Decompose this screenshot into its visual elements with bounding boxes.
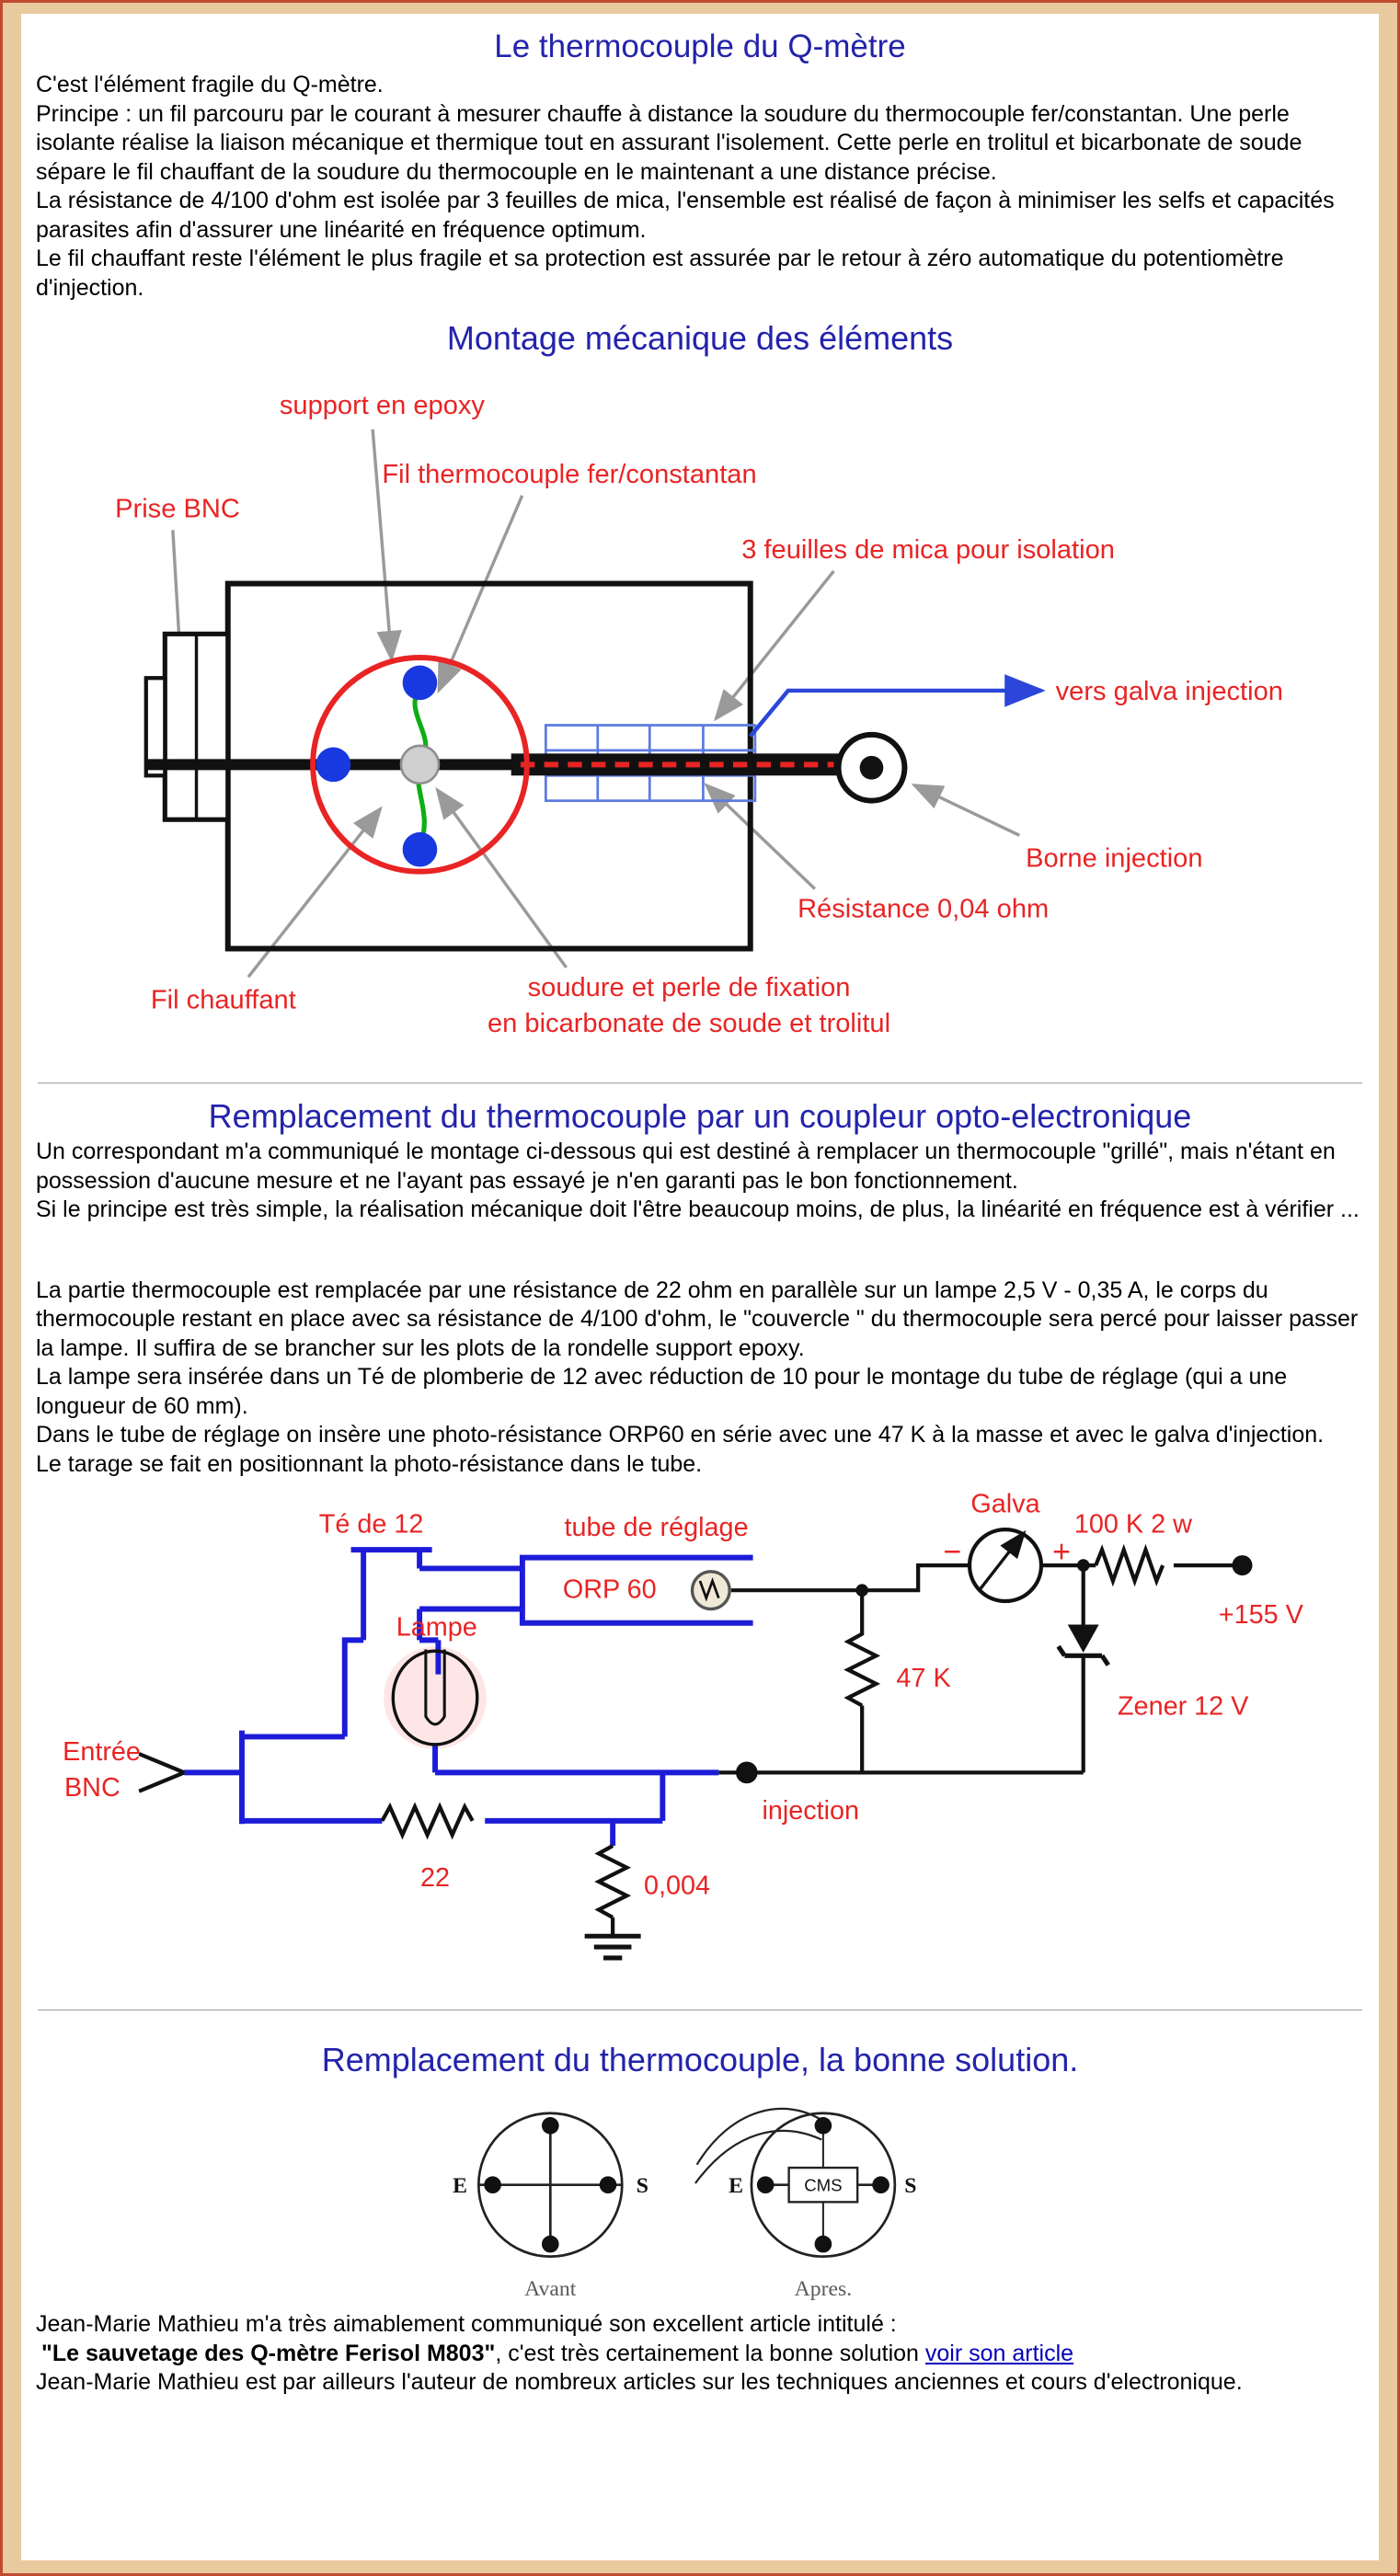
label-resistance: Résistance 0,04 ohm: [798, 894, 1050, 924]
intro-paragraph-1: C'est l'élément fragile du Q-mètre.: [36, 72, 384, 97]
label-injection: injection: [762, 1796, 860, 1826]
label-avant-s: S: [636, 2174, 648, 2199]
pointer-fil-chauffant: [248, 808, 381, 977]
opto-paragraph-2: Si le principe est très simple, la réalisation mécanique doit l'être beaucoup moins, de plus, la linéarité en fréquence est à vérifier ...: [36, 1196, 1360, 1222]
opto-paragraph-5: Dans le tube de réglage on insère une photo-résistance ORP60 en série avec une 47 K à la masse et avec le galva d'injection.: [36, 1422, 1325, 1448]
label-47k: 47 K: [896, 1664, 951, 1694]
injection-dot: [736, 1762, 758, 1784]
junction-dot-zener: [1077, 1559, 1090, 1572]
label-mica: 3 feuilles de mica pour isolation: [741, 535, 1115, 566]
section-heading-montage: Montage mécanique des éléments: [446, 319, 954, 357]
section-heading-opto: Remplacement du thermocouple par un coupleur opto-electronique: [208, 1097, 1192, 1135]
galva-meter: [970, 1529, 1041, 1601]
label-minus: −: [943, 1534, 962, 1570]
fixation-bead: [401, 746, 439, 784]
pointer-soudure: [437, 790, 566, 967]
bnc-connector: [146, 634, 228, 819]
voir-son-article-link[interactable]: voir son article: [924, 2340, 1074, 2366]
label-apres-e: E: [729, 2174, 743, 2199]
outro-line-3: Jean-Marie Mathieu est par ailleurs l'auteur de nombreux articles sur les techniques anciennes et cours d'electronique.: [36, 2369, 1243, 2395]
ground-symbol: [585, 1936, 641, 1958]
label-fil-chauffant: Fil chauffant: [150, 985, 296, 1015]
lamp-glow: [384, 1646, 487, 1749]
solution-diagram: [36, 2096, 1364, 2307]
label-soudure-line1: soudure et perle de fixation: [527, 972, 851, 1002]
resistor-0004: [599, 1846, 626, 1936]
zener-triangle: [1068, 1624, 1099, 1652]
opto-paragraph-6: Le tarage se fait en positionnant la photo-résistance dans le tube.: [36, 1450, 703, 1477]
label-100k: 100 K 2 w: [1073, 1509, 1192, 1540]
bnc-entry-fork: [139, 1754, 184, 1792]
te-branch: [419, 1568, 522, 1609]
intro-paragraph-2: Principe : un fil parcouru par le courant à mesurer chauffe à distance la soudure du thermocouple fer/constantan. Une perle isolante réalise la liaison mécanique et thermique tout en assurant l'isolement. Cette perle en trolitul et bicarbonate de soude sépare le fil chauffant de la soudure du thermocouple en le maintenant a une distance précise.: [36, 100, 1302, 185]
resistor-47k: [848, 1590, 876, 1772]
label-bnc: BNC: [63, 1772, 120, 1803]
apres-diagram: [695, 2109, 895, 2257]
label-support-epoxy: support en epoxy: [279, 390, 485, 420]
intro-paragraph-3: La résistance de 4/100 d'ohm est isolée par 3 feuilles de mica, l'ensemble est réalisé de façon à minimiser les selfs et capacités parasites afin d'assurer une linéarité en fréquence optimum.: [36, 188, 1335, 243]
label-fil-thermocouple: Fil thermocouple fer/constantan: [382, 460, 757, 490]
label-0004: 0,004: [644, 1871, 711, 1901]
pointer-mica: [716, 571, 833, 719]
label-prise-bnc: Prise BNC: [115, 494, 240, 524]
supply-dot: [1232, 1555, 1252, 1575]
label-orp60: ORP 60: [562, 1574, 657, 1605]
opto-paragraph-1: Un correspondant m'a communiqué le montage ci-dessous qui est destiné à remplacer un thermocouple "grillé", mais n'étant en possession d'aucune mesure et ne l'ayant pas essayé je n'en garanti pas le bon fonctionnement.: [36, 1139, 1336, 1194]
outro-line-1: Jean-Marie Mathieu m'a très aimablement communiqué son excellent article intitulé :: [36, 2311, 897, 2337]
mechanical-diagram: [47, 363, 1353, 1071]
resistor-22: [382, 1807, 472, 1835]
orp-lead: [731, 1565, 970, 1590]
label-plus: +: [1052, 1534, 1071, 1570]
photoresistor-body: [693, 1572, 730, 1609]
section-heading-solution: Remplacement du thermocouple, la bonne solution.: [321, 2041, 1079, 2078]
label-zener: Zener 12 V: [1117, 1691, 1249, 1722]
avant-diagram: [478, 2113, 622, 2257]
outro-line-2-rest: , c'est très certainement la bonne solution: [495, 2340, 925, 2366]
opto-paragraph-4: La lampe sera insérée dans un Té de plomberie de 12 avec réduction de 10 pour le montage du tube de réglage (qui a une longueur de 60 mm).: [36, 1364, 1288, 1419]
label-apres-s: S: [904, 2174, 917, 2199]
label-155v: +155 V: [1218, 1599, 1303, 1630]
label-avant-e: E: [453, 2174, 467, 2199]
page-title: Le thermocouple du Q-mètre: [494, 29, 906, 64]
label-soudure-line2: en bicarbonate de soude et trolitul: [487, 1009, 891, 1039]
section-divider-1: [38, 1082, 1362, 1084]
bottom-rail: [242, 1772, 662, 1821]
intro-paragraph-4: Le fil chauffant reste l'élément le plus fragile et sa protection est assurée par le retour à zéro automatique du potentiomètre d'injection.: [36, 246, 1284, 301]
injection-terminal-dot: [860, 756, 884, 780]
resistor-100k: [1096, 1550, 1233, 1581]
article-title-bold: "Le sauvetage des Q-mètre Ferisol M803": [41, 2340, 496, 2366]
opto-schematic-diagram: [36, 1484, 1364, 1998]
label-tube-reglage: tube de réglage: [564, 1512, 749, 1542]
pointer-borne-injection: [914, 785, 1020, 836]
section-divider-2: [38, 2009, 1362, 2011]
page-content: [21, 14, 1379, 2560]
label-cms: CMS: [804, 2175, 843, 2195]
junction-dot-orp: [855, 1584, 868, 1597]
label-galva: Galva: [970, 1489, 1040, 1519]
label-entree: Entrée: [63, 1736, 141, 1767]
outro-line-2: [36, 2340, 1364, 2369]
label-vers-galva: vers galva injection: [1055, 677, 1283, 707]
caption-apres: Apres.: [794, 2277, 853, 2302]
label-lampe: Lampe: [396, 1612, 477, 1643]
label-22: 22: [420, 1863, 451, 1894]
label-borne-injection: Borne injection: [1026, 843, 1203, 874]
label-te: Té de 12: [318, 1509, 424, 1540]
vers-galva-line: [751, 691, 1042, 737]
input-wiring: [184, 1731, 344, 1825]
opto-paragraph-3: La partie thermocouple est remplacée par une résistance de 22 ohm en parallèle sur un lampe 2,5 V - 0,35 A, le corps du thermocouple restant en place avec sa résistance de 4/100 d'ohm, le "couvercle " du thermocouple sera percé pour laisser passer la lampe. Il suffira de se brancher sur les plots de la rondelle support epoxy.: [36, 1277, 1359, 1361]
caption-avant: Avant: [524, 2277, 577, 2302]
